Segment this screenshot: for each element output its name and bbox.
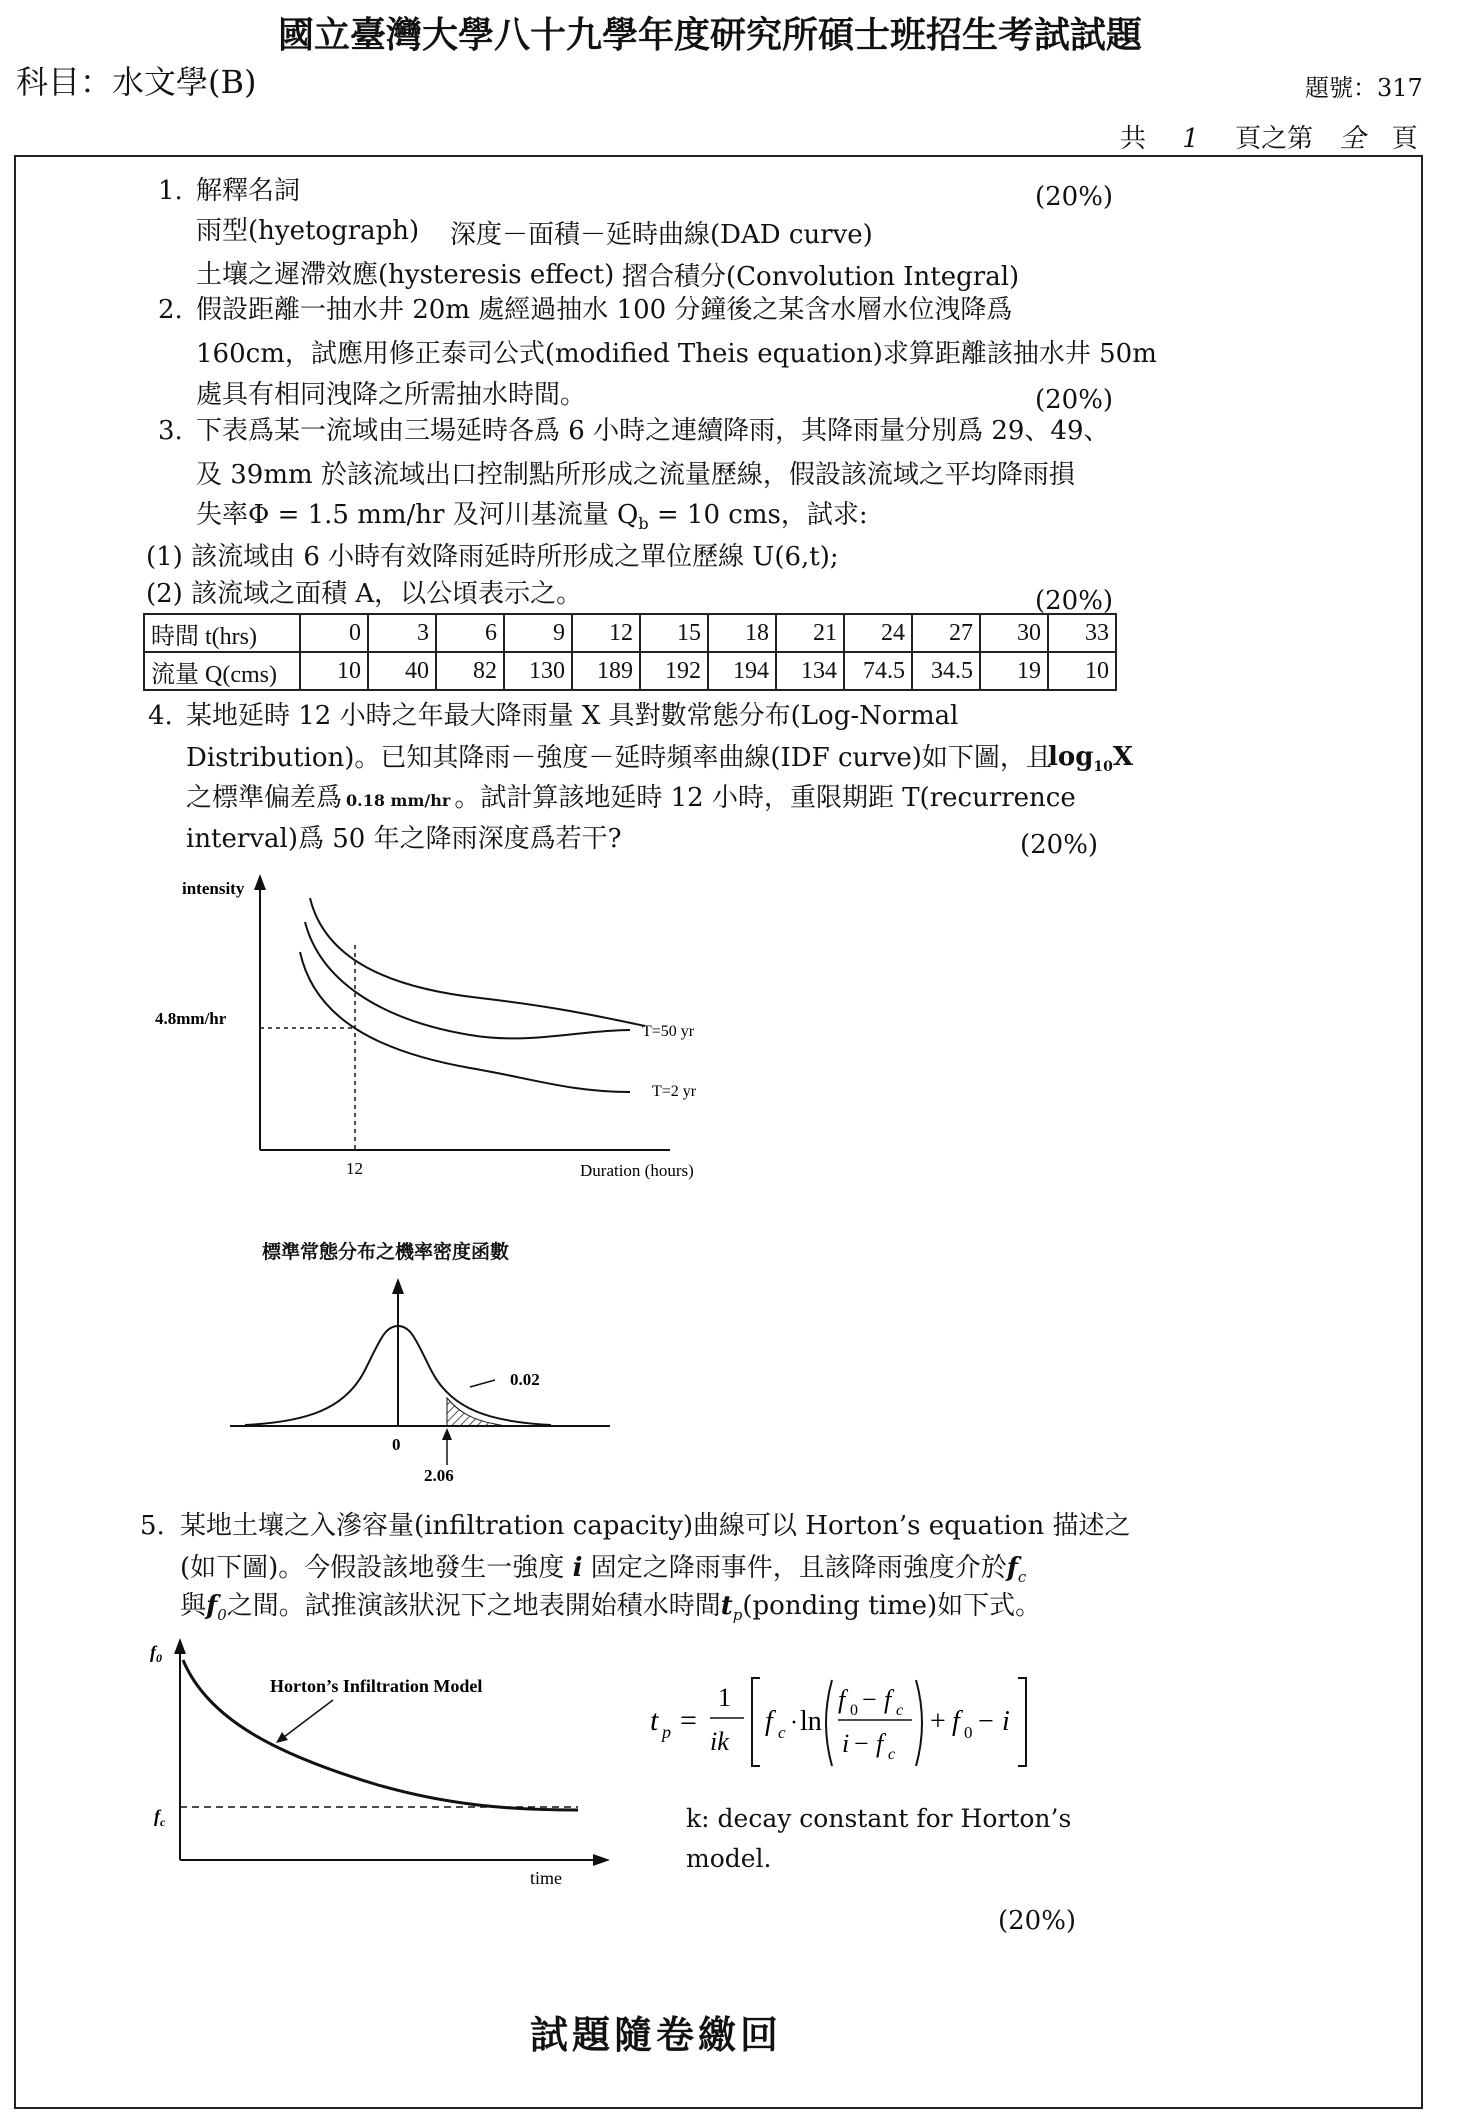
q3-percent: (20%) xyxy=(1035,586,1114,616)
svg-text:0: 0 xyxy=(964,1723,973,1742)
svg-text:+: + xyxy=(930,1706,946,1737)
q3-line3-end: = 10 cms，試求: xyxy=(648,500,868,530)
exam-title: 國立臺灣大學八十九學年度研究所碩士班招生考試試題 xyxy=(278,14,1143,56)
svg-text:f: f xyxy=(952,1706,960,1737)
svg-text:1: 1 xyxy=(718,1683,731,1712)
q1-term-c: 土壤之遲滯效應(hysteresis effect) xyxy=(196,260,615,290)
table-cell: 24 xyxy=(844,614,912,652)
normal-figure xyxy=(225,1270,625,1490)
q5-line2-fc: f xyxy=(1006,1553,1018,1583)
normal-zero-label: 0 xyxy=(392,1435,401,1454)
q3-line3-sub: b xyxy=(638,514,649,534)
table-cell: 74.5 xyxy=(844,652,912,690)
table-cell: 19 xyxy=(980,652,1048,690)
idf-curve-upper xyxy=(310,898,645,1026)
subject-label: 科目：水文學(B) xyxy=(16,63,257,101)
table-cell: 12 xyxy=(572,614,640,652)
svg-text:c: c xyxy=(888,1746,896,1763)
horton-pointer-head xyxy=(276,1732,288,1743)
horton-fc-text: f xyxy=(154,1806,160,1826)
idf-y-tick: 4.8mm/hr xyxy=(155,1009,227,1028)
q5-line3-tp: t xyxy=(720,1591,733,1621)
q1-term-d: 摺合積分(Convolution Integral) xyxy=(622,262,1020,292)
table-cell: 10 xyxy=(300,652,368,690)
q5-line2-i: i xyxy=(572,1553,583,1583)
horton-figure xyxy=(148,1630,628,1895)
svg-text:c: c xyxy=(896,1702,904,1719)
q4-std-value: 0.18 mm/hr xyxy=(346,791,451,810)
idf-y-label: intensity xyxy=(182,879,245,898)
table-row xyxy=(144,652,1116,690)
table-cell: 3 xyxy=(368,614,436,652)
page-suffix: 頁 xyxy=(1391,124,1418,154)
ponding-time-formula xyxy=(640,1668,1060,1778)
q4-log-x: X xyxy=(1112,742,1134,772)
horton-pointer-line xyxy=(280,1700,333,1740)
table-cell: 33 xyxy=(1048,614,1116,652)
table-cell: 6 xyxy=(436,614,504,652)
q5-line2 xyxy=(180,1555,1026,1585)
table-row-label: 流量 Q(cms) xyxy=(144,652,300,690)
idf-label-2yr: T=2 yr xyxy=(652,1083,697,1100)
q2-line1: 假設距離一抽水井 20m 處經過抽水 100 分鐘後之某含水層水位洩降爲 xyxy=(196,295,1013,325)
hydrograph-table xyxy=(143,613,1117,691)
table-cell: 82 xyxy=(436,652,504,690)
normal-p-label: 0.02 xyxy=(510,1370,540,1389)
horton-title: Horton’s Infiltration Model xyxy=(270,1676,483,1696)
q1-term-b: 深度－面積－延時曲線(DAD curve) xyxy=(450,220,873,250)
q5-note2: model. xyxy=(686,1844,772,1873)
q2-line3: 處具有相同洩降之所需抽水時間。 xyxy=(196,380,587,410)
q4-line3 xyxy=(186,785,1076,811)
q3-line2: 及 39mm 於該流域出口控制點所形成之流量歷線，假設該流域之平均降雨損 xyxy=(196,460,1075,490)
idf-y-arrow xyxy=(254,874,266,890)
svg-text:p: p xyxy=(662,1722,671,1742)
page-current: 全 xyxy=(1339,124,1366,154)
table-cell: 0 xyxy=(300,614,368,652)
idf-x-tick: 12 xyxy=(346,1159,363,1178)
horton-fc-label xyxy=(154,1806,166,1829)
normal-z-label: 2.06 xyxy=(424,1466,454,1485)
idf-curve-2yr xyxy=(300,952,630,1092)
table-cell: 194 xyxy=(708,652,776,690)
svg-text:−: − xyxy=(862,1685,877,1714)
table-cell: 18 xyxy=(708,614,776,652)
horton-x-arrow xyxy=(593,1854,610,1866)
q4-log-text: log xyxy=(1048,742,1094,772)
idf-x-label: Duration (hours) xyxy=(580,1161,694,1180)
table-cell: 15 xyxy=(640,614,708,652)
q4-log-sub: 10 xyxy=(1093,759,1113,776)
horton-y-arrow xyxy=(174,1638,186,1654)
svg-text:c: c xyxy=(778,1723,786,1742)
q5-line2-fc-sub: c xyxy=(1017,1568,1027,1587)
idf-figure xyxy=(150,870,740,1190)
idf-curve-50yr xyxy=(305,922,630,1038)
q4-number: 4. xyxy=(148,701,173,731)
q5-line3a: 與 xyxy=(180,1591,207,1621)
table-cell: 30 xyxy=(980,614,1048,652)
table-cell: 130 xyxy=(504,652,572,690)
q3-number: 3. xyxy=(158,416,183,446)
page-indicator xyxy=(1120,118,1418,155)
q1-number: 1. xyxy=(158,176,183,206)
q3-sub2: (2) 該流域之面積 A，以公頃表示之。 xyxy=(146,579,583,609)
q5-number: 5. xyxy=(140,1511,165,1541)
q5-line1: 某地土壤之入滲容量(infiltration capacity)曲線可以 Horton’s equation 描述之 xyxy=(180,1511,1131,1541)
q5-line3b: 之間。試推演該狀況下之地表開始積水時間 xyxy=(226,1591,721,1621)
q4-line1: 某地延時 12 小時之年最大降雨量 X 具對數常態分布(Log-Normal xyxy=(186,701,959,731)
svg-text:ik: ik xyxy=(710,1727,729,1756)
horton-f0-sub: 0 xyxy=(156,1651,162,1665)
q5-note1: k: decay constant for Horton’s xyxy=(686,1804,1072,1833)
table-row-label: 時間 t(hrs) xyxy=(144,614,300,652)
table-cell: 189 xyxy=(572,652,640,690)
page-prefix: 共 xyxy=(1120,124,1147,154)
svg-text:t: t xyxy=(650,1704,659,1737)
idf-label-50yr: T=50 yr xyxy=(642,1023,695,1040)
q4-line3b: 。試計算該地延時 12 小時，重限期距 T(recurrence xyxy=(454,783,1076,813)
page-total: 1 xyxy=(1182,124,1199,154)
q1-title: 解釋名詞 xyxy=(196,176,301,206)
horton-f0-text: f xyxy=(150,1642,156,1662)
q5-line2a: (如下圖)。今假設該地發生一強度 xyxy=(180,1553,565,1583)
q5-line3-f0: f xyxy=(206,1591,218,1621)
svg-text:ln: ln xyxy=(800,1706,822,1737)
q5-line3-f0-sub: 0 xyxy=(217,1606,227,1625)
svg-text:−: − xyxy=(854,1729,869,1758)
normal-y-arrow xyxy=(392,1278,404,1294)
q1-percent: (20%) xyxy=(1035,182,1114,212)
q3-line3 xyxy=(196,502,868,532)
horton-f0-label xyxy=(150,1642,162,1665)
q5-line3 xyxy=(180,1593,1041,1623)
table-cell: 134 xyxy=(776,652,844,690)
svg-text:f: f xyxy=(765,1706,773,1737)
q5-line2b: 固定之降雨事件，且該降雨強度介於 xyxy=(590,1553,1007,1583)
svg-text:−: − xyxy=(978,1706,994,1737)
q4-percent: (20%) xyxy=(1020,830,1099,860)
page-mid: 頁之第 xyxy=(1235,124,1314,154)
svg-text:·: · xyxy=(790,1710,798,1736)
svg-text:f: f xyxy=(876,1729,884,1758)
horton-x-label: time xyxy=(530,1868,562,1888)
exam-number: 題號：317 xyxy=(1305,74,1423,102)
table-cell: 10 xyxy=(1048,652,1116,690)
q4-line3a: 之標準偏差爲 xyxy=(186,783,343,813)
q3-sub1: (1) 該流域由 6 小時有效降雨延時所形成之單位歷線 U(6,t); xyxy=(146,542,839,572)
table-cell: 40 xyxy=(368,652,436,690)
q5-line3c: (ponding time)如下式。 xyxy=(742,1591,1042,1621)
table-cell: 21 xyxy=(776,614,844,652)
svg-text:f: f xyxy=(884,1685,892,1714)
table-row xyxy=(144,614,1116,652)
svg-text:0: 0 xyxy=(850,1702,858,1719)
table-cell: 9 xyxy=(504,614,572,652)
q3-line3-text: 失率Φ = 1.5 mm/hr 及河川基流量 Q xyxy=(196,500,639,530)
q2-number: 2. xyxy=(158,295,183,325)
q2-line2: 160cm，試應用修正泰司公式(modified Theis equation)求算距離該抽水井 50m xyxy=(196,339,1157,369)
q4-line2: Distribution)。已知其降雨－強度－延時頻率曲線(IDF curve)如下圖，且 xyxy=(186,743,1052,773)
svg-text:i: i xyxy=(1002,1706,1010,1737)
horton-fc-sub: c xyxy=(160,1815,166,1829)
table-cell: 34.5 xyxy=(912,652,980,690)
svg-text:i: i xyxy=(842,1729,850,1758)
normal-z-arrow-head xyxy=(442,1428,452,1440)
q2-percent: (20%) xyxy=(1035,385,1114,415)
svg-text:f: f xyxy=(838,1685,846,1714)
footer-note: 試題隨卷繳回 xyxy=(530,2012,783,2057)
normal-title: 標準常態分布之機率密度函數 xyxy=(262,1241,510,1263)
table-cell: 192 xyxy=(640,652,708,690)
q1-term-a: 雨型(hyetograph) xyxy=(196,216,420,246)
q4-log xyxy=(1048,744,1133,774)
normal-pointer-line xyxy=(470,1380,495,1387)
q3-line1: 下表爲某一流域由三場延時各爲 6 小時之連續降雨，其降雨量分別爲 29、49、 xyxy=(196,416,1110,446)
svg-text:=: = xyxy=(680,1704,697,1737)
q4-line4: interval)爲 50 年之降雨深度爲若干? xyxy=(186,824,622,854)
table-cell: 27 xyxy=(912,614,980,652)
q5-percent: (20%) xyxy=(998,1906,1077,1936)
q5-line3-tp-sub: p xyxy=(732,1606,743,1625)
